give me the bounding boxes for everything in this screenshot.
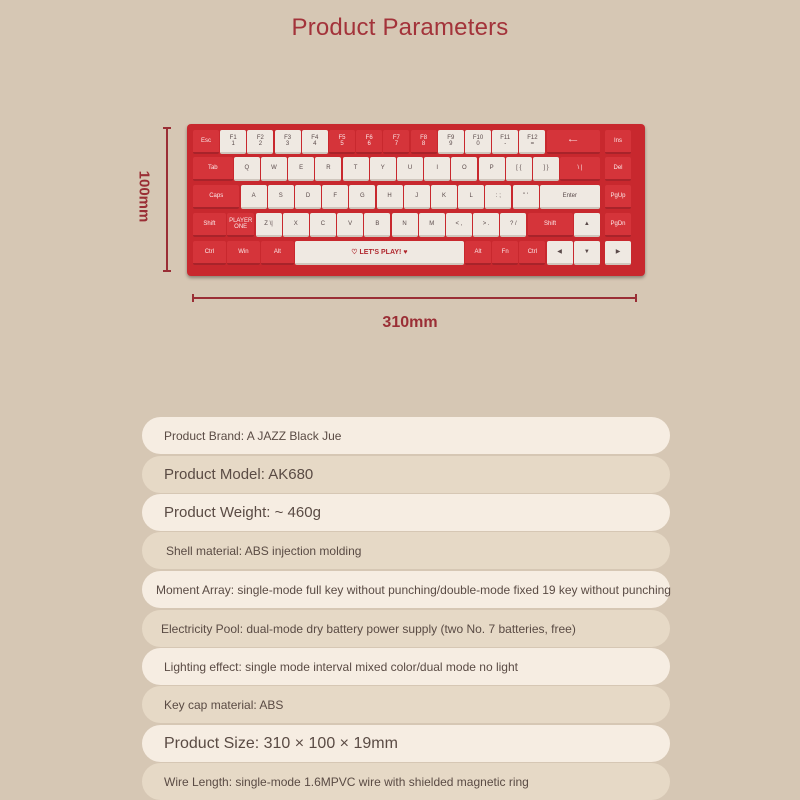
key-row1: F11 - xyxy=(492,130,518,154)
spec-row: Shell material: ABS injection molding xyxy=(142,532,670,569)
key-row3: D xyxy=(295,185,321,209)
spec-row: Moment Array: single-mode full key without punching/double-mode fixed 19 key without punching xyxy=(142,571,670,608)
spec-row: Product Model: AK680 xyxy=(142,456,670,493)
key-row3: H xyxy=(377,185,403,209)
key-row4: X xyxy=(283,213,309,237)
key-shift-right: Shift xyxy=(528,213,573,237)
key-arrow-up: ▲ xyxy=(574,213,600,237)
key-esc: Esc xyxy=(193,130,219,154)
key-row2: Y xyxy=(370,157,396,181)
key-row4: V xyxy=(337,213,363,237)
key-arrow-down: ▼ xyxy=(574,241,600,265)
key-space: ♡ LET'S PLAY! ♥ xyxy=(295,241,464,265)
key-row4: M xyxy=(419,213,445,237)
height-dimension-line xyxy=(166,127,168,272)
key-row2: U xyxy=(397,157,423,181)
spec-row: Product Size: 310 × 100 × 19mm xyxy=(142,725,670,762)
height-label: 100mm xyxy=(135,170,153,223)
key-row3: F xyxy=(322,185,348,209)
key-row2: E xyxy=(288,157,314,181)
key-ctrl-left: Ctrl xyxy=(193,241,226,265)
key-row2: P xyxy=(479,157,505,181)
key-row1: F12 = xyxy=(519,130,545,154)
key-row3: J xyxy=(404,185,430,209)
key-row3: G xyxy=(349,185,375,209)
key-win: Win xyxy=(227,241,260,265)
spec-row: Lighting effect: single mode interval mixed color/dual mode no light xyxy=(142,648,670,685)
spec-row: Key cap material: ABS xyxy=(142,686,670,723)
key-pgdn: PgDn xyxy=(605,213,631,237)
key-row4: ? / xyxy=(500,213,526,237)
key-row1: F1 1 xyxy=(220,130,246,154)
spec-row: Wire Length: single-mode 1.6MPVC wire with shielded magnetic ring xyxy=(142,763,670,800)
spec-row: Product Brand: A JAZZ Black Jue xyxy=(142,417,670,454)
key-row3: S xyxy=(268,185,294,209)
key-row4: B xyxy=(364,213,390,237)
key-row1: F5 5 xyxy=(329,130,355,154)
key-alt-left: Alt xyxy=(261,241,294,265)
key-tab: Tab xyxy=(193,157,233,181)
key-row2: ] } xyxy=(533,157,559,181)
key-row2: T xyxy=(343,157,369,181)
key-row4: > . xyxy=(473,213,499,237)
key-row4: < , xyxy=(446,213,472,237)
key-row2: R xyxy=(315,157,341,181)
key-del: Del xyxy=(605,157,631,181)
key-backspace: ⟵ xyxy=(547,130,600,154)
key-pgup: PgUp xyxy=(605,185,631,209)
spec-row: Electricity Pool: dual-mode dry battery power supply (two No. 7 batteries, free) xyxy=(142,610,670,647)
key-backslash: \ | xyxy=(560,157,600,181)
key-row3: L xyxy=(458,185,484,209)
keyboard-image xyxy=(187,124,645,276)
page-title: Product Parameters xyxy=(291,14,509,41)
key-row4: C xyxy=(310,213,336,237)
key-ins: Ins xyxy=(605,130,631,154)
key-row1: F6 6 xyxy=(356,130,382,154)
key-ctrl-right: Ctrl xyxy=(519,241,545,265)
spec-row: Product Weight: ~ 460g xyxy=(142,494,670,531)
key-row4: N xyxy=(392,213,418,237)
key-row1: F7 7 xyxy=(383,130,409,154)
key-row1: F9 9 xyxy=(438,130,464,154)
key-row2: I xyxy=(424,157,450,181)
key-row1: F3 3 xyxy=(275,130,301,154)
key-row2: W xyxy=(261,157,287,181)
key-alt-right: Alt xyxy=(465,241,491,265)
key-row3: A xyxy=(241,185,267,209)
width-label: 310mm xyxy=(382,314,438,331)
key-caps: Caps xyxy=(193,185,239,209)
key-row4: Z \| xyxy=(256,213,282,237)
key-row3: " ' xyxy=(513,185,539,209)
key-row1: F4 4 xyxy=(302,130,328,154)
key-row2: [ { xyxy=(506,157,532,181)
key-shift-left: Shift xyxy=(193,213,226,237)
key-row3: : ; xyxy=(485,185,511,209)
key-row3: K xyxy=(431,185,457,209)
key-enter: Enter xyxy=(540,185,600,209)
key-row1: F2 2 xyxy=(247,130,273,154)
key-arrow-right: ▶ xyxy=(605,241,631,265)
width-dimension-line xyxy=(192,297,637,299)
key-row2: O xyxy=(451,157,477,181)
key-arrow-left: ◀ xyxy=(547,241,573,265)
key-player-one: PLAYER ONE xyxy=(227,213,254,237)
key-fn: Fn xyxy=(492,241,518,265)
key-row1: F8 8 xyxy=(411,130,437,154)
key-row1: F10 0 xyxy=(465,130,491,154)
key-row2: Q xyxy=(234,157,260,181)
